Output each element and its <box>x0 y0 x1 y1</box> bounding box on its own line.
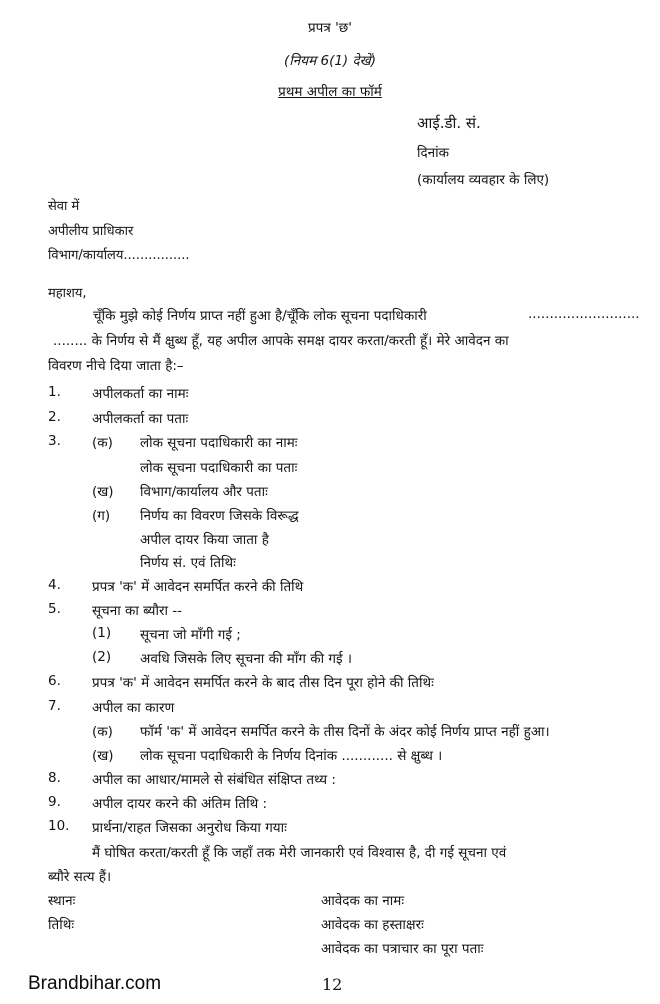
item-reason-no-decision: फॉर्म 'क' में आवेदन समर्पित करने के तीस दिनों के अंदर कोई निर्णय प्राप्त नहीं हुआ। <box>140 724 550 740</box>
intro-line-2: ........ के निर्णय से मैं क्षुब्ध हूँ, यह अपील आपके समक्ष दायर करता/करती हूँ। मेरे आवेदन का <box>53 333 509 349</box>
addressee-to: सेवा में <box>48 199 80 214</box>
item-pio-address: लोक सूचना पदाधिकारी का पताः <box>140 460 298 476</box>
declaration-line-1: मैं घोषित करता/करती हूँ कि जहाँ तक मेरी जानकारी एवं विश्वास है, दी गई सूचना एवं <box>92 845 507 861</box>
item-number: 1. <box>48 384 61 400</box>
declaration-line-2: ब्यौरे सत्य हैं। <box>48 869 112 885</box>
applicant-name-label: आवेदक का नामः <box>321 893 405 909</box>
item-number: 5. <box>48 601 61 617</box>
item-appeal-reason: अपील का कारण <box>92 700 175 716</box>
applicant-address-label: आवेदक का पत्राचार का पूरा पताः <box>321 941 484 957</box>
item-decision-detail-cont: अपील दायर किया जाता है <box>140 532 269 548</box>
rule-reference: (नियम 6(1) देखें) <box>284 53 376 69</box>
item-number: 3. <box>48 433 61 449</box>
applicant-signature-label: आवेदक का हस्ताक्षरः <box>321 917 424 933</box>
sub-item-label: (ख) <box>92 748 114 764</box>
item-number: 4. <box>48 577 61 593</box>
form-title: प्रपत्र 'छ' <box>308 20 352 36</box>
item-information-details: सूचना का ब्यौरा -- <box>92 603 183 619</box>
addressee-authority: अपीलीय प्राधिकार <box>48 224 134 239</box>
item-appellant-address: अपीलकर्ता का पताः <box>92 411 189 427</box>
item-decision-detail: निर्णय का विवरण जिसके विरूद्ध <box>140 508 299 524</box>
date-label: तिथिः <box>48 917 75 933</box>
form-heading: प्रथम अपील का फॉर्म <box>278 84 382 100</box>
id-number-label: आई.डी. सं. <box>417 114 481 132</box>
item-decision-number-date: निर्णय सं. एवं तिथिः <box>140 555 236 571</box>
sub-item-label: (क) <box>92 435 113 451</box>
office-use-note: (कार्यालय व्यवहार के लिए) <box>417 172 550 188</box>
item-number: 9. <box>48 794 61 810</box>
sub-item-label: (ग) <box>92 508 111 524</box>
office-date-label: दिनांक <box>417 145 450 161</box>
item-information-sought: सूचना जो माँगी गई ; <box>140 627 241 643</box>
addressee-department: विभाग/कार्यालय................ <box>48 248 190 263</box>
item-number: 8. <box>48 770 61 786</box>
sub-item-label: (क) <box>92 724 113 740</box>
item-thirty-days-date: प्रपत्र 'क' में आवेदन समर्पित करने के बाद तीस दिन पूरा होने की तिथिः <box>92 675 434 691</box>
sub-item-label: (ख) <box>92 484 114 500</box>
intro-line-3: विवरण नीचे दिया जाता है:– <box>48 358 184 374</box>
item-pio-name: लोक सूचना पदाधिकारी का नामः <box>140 435 298 451</box>
intro-line-1: चूँकि मुझे कोई निर्णय प्राप्त नहीं हुआ है/चूँकि लोक सूचना पदाधिकारी <box>93 308 427 324</box>
item-number: 7. <box>48 698 61 714</box>
watermark-text: Brandbihar.com <box>28 973 162 994</box>
item-department-address: विभाग/कार्यालय और पताः <box>140 484 268 500</box>
item-appellant-name: अपीलकर्ता का नामः <box>92 386 189 402</box>
item-number: 2. <box>48 409 61 425</box>
item-number: 6. <box>48 673 61 689</box>
item-number: 10. <box>48 818 70 834</box>
page-number: 12 <box>322 975 343 994</box>
item-prayer-relief: प्रार्थना/राहत जिसका अनुरोध किया गयाः <box>92 820 287 836</box>
sub-item-label: (1) <box>92 625 112 641</box>
salutation: महाशय, <box>48 286 87 301</box>
item-information-period: अवधि जिसके लिए सूचना की माँग की गई । <box>140 651 353 667</box>
intro-line-1-blank: .......................... <box>528 306 640 322</box>
item-application-date: प्रपत्र 'क' में आवेदन समर्पित करने की तिथि <box>92 579 304 595</box>
item-reason-aggrieved: लोक सूचना पदाधिकारी के निर्णय दिनांक ............ से क्षुब्ध । <box>140 748 443 764</box>
sub-item-label: (2) <box>92 649 112 665</box>
item-appeal-grounds: अपील का आधार/मामले से संबंधित संक्षिप्त तथ्य : <box>92 772 336 788</box>
item-last-date: अपील दायर करने की अंतिम तिथि : <box>92 796 268 812</box>
place-label: स्थानः <box>48 893 76 909</box>
